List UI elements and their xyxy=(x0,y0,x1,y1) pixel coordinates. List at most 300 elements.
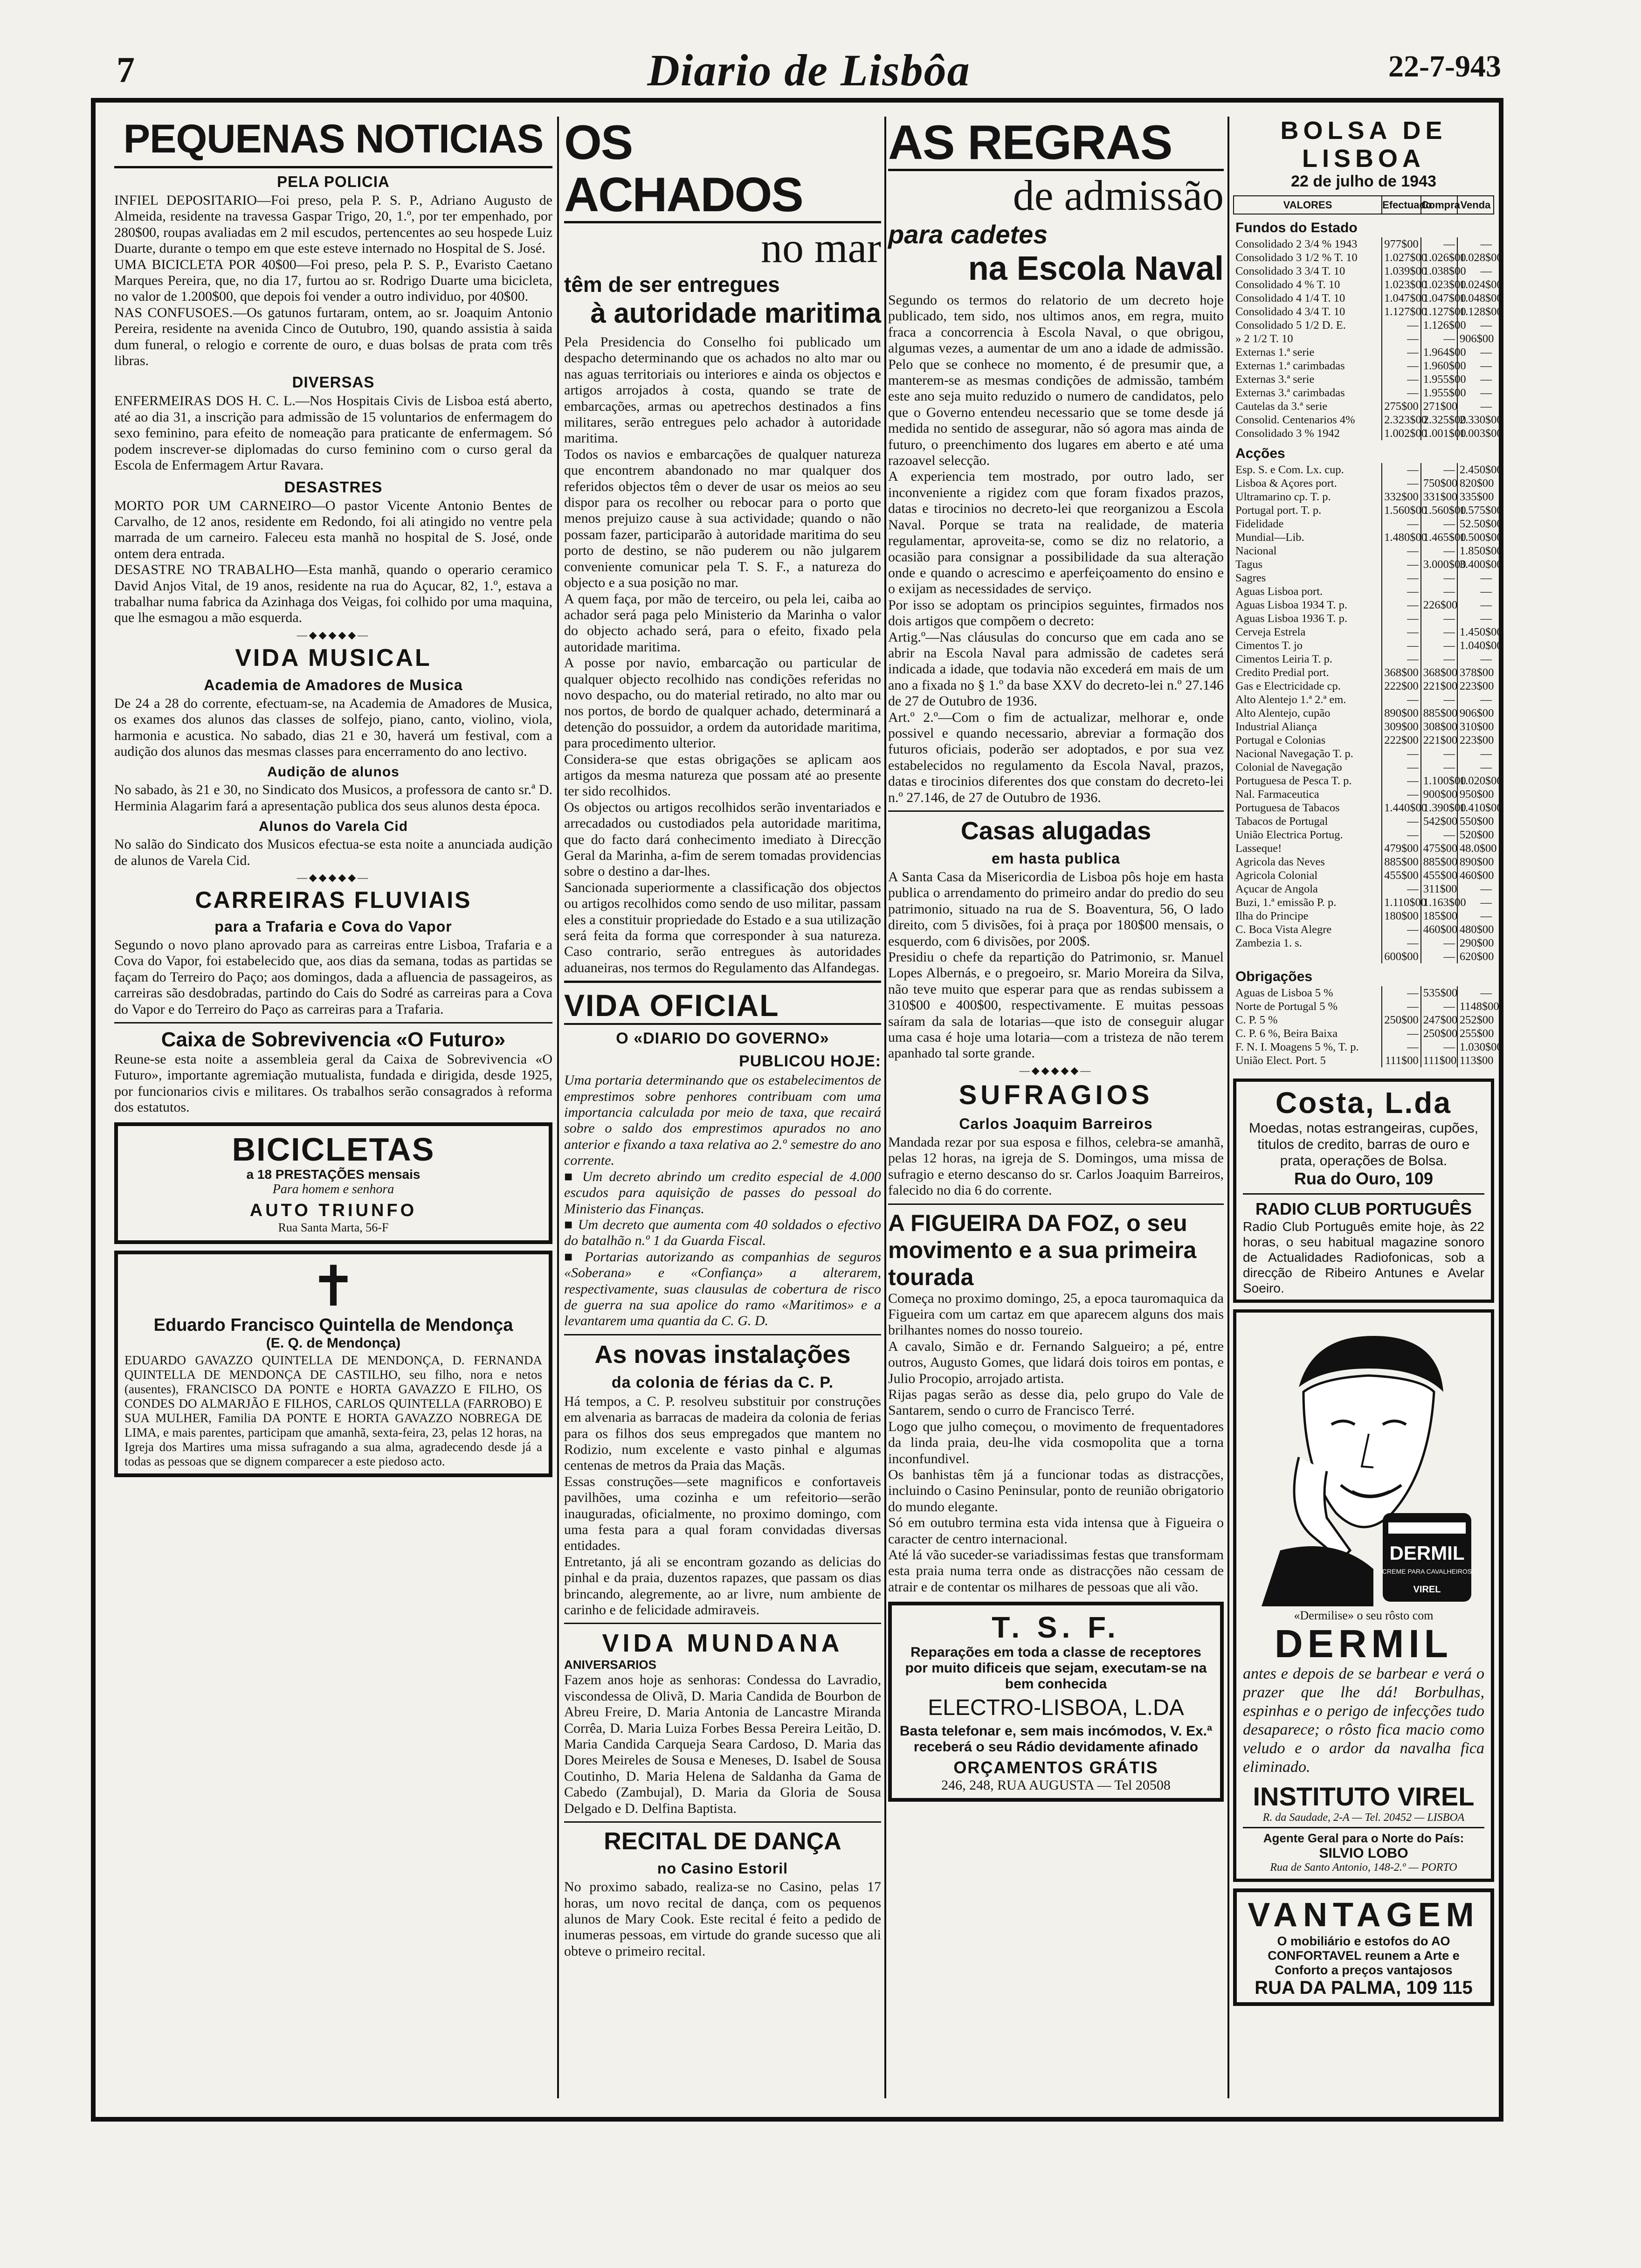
stock-name: Portugal port. T. p. xyxy=(1235,504,1322,517)
stock-value: 335$00 xyxy=(1457,490,1494,504)
stock-value: 885$00 xyxy=(1421,706,1457,720)
stock-value: 1.480$00 xyxy=(1382,531,1421,544)
dermil-maker-address: R. da Saudade, 2-A — Tel. 20452 — LISBOA xyxy=(1243,1812,1484,1828)
stock-row xyxy=(1234,842,1494,855)
stock-row xyxy=(1234,1040,1494,1054)
dermil-agent: SILVIO LOBO xyxy=(1319,1846,1408,1861)
column-rule xyxy=(557,117,559,2098)
stock-name: Aguas de Lisboa 5 % xyxy=(1235,987,1333,999)
stock-value: — xyxy=(1421,693,1457,706)
stock-value: — xyxy=(1421,761,1457,774)
stock-value: 1.500$00 xyxy=(1457,531,1494,544)
stock-row xyxy=(1234,1000,1494,1013)
stock-value: 222$00 xyxy=(1382,679,1421,693)
stock-value: 1.030$00 xyxy=(1457,1040,1494,1054)
stock-value: 52.50$00 xyxy=(1457,517,1494,531)
stock-name: C. P. 5 % xyxy=(1235,1014,1278,1026)
dermil-tagline: «Dermilise» o seu rôsto com xyxy=(1294,1609,1434,1622)
stock-row xyxy=(1234,346,1494,359)
stock-value: — xyxy=(1457,386,1494,400)
dermil-brand: DERMIL xyxy=(1275,1622,1453,1666)
divider xyxy=(564,1334,881,1335)
stock-name: C. Boca Vista Alegre xyxy=(1235,923,1332,936)
stock-value: 885$00 xyxy=(1421,855,1457,869)
divider xyxy=(564,981,881,983)
stock-value: — xyxy=(1421,625,1457,639)
vida-oficial-title: VIDA OFICIAL xyxy=(564,988,881,1025)
stock-value: 1.964$00 xyxy=(1421,346,1457,359)
stock-value: 1.128$00 xyxy=(1457,305,1494,318)
stock-name: Fidelidade xyxy=(1235,518,1284,530)
stock-name: Buzi, 1.ª emissão P. p. xyxy=(1235,896,1337,909)
stock-row xyxy=(1234,625,1494,639)
stock-name: Nacional xyxy=(1235,545,1277,557)
news-item: Reune-se esta noite a assembleia geral da Caixa de Sobrevivencia «O Futuro», importante agremiação mutualista, fundada e dirigida, desde 1925, por funcionarios civis e militares. Os trabalhos serão consagrados à reforma dos estatutos. xyxy=(114,1051,552,1115)
stock-value: 252$00 xyxy=(1457,1013,1494,1027)
stock-value: — xyxy=(1382,652,1421,666)
stock-value: 1.001$00 xyxy=(1421,427,1457,440)
stock-row xyxy=(1234,504,1494,517)
ad-vantagem-text: O mobiliário e estofos do AO CONFORTAVEL reunem a Arte e Conforto a preços vantajosos xyxy=(1268,1934,1460,1977)
stock-value: 310$00 xyxy=(1457,720,1494,733)
stock-value: 890$00 xyxy=(1382,706,1421,720)
stock-name: Portuguesa de Pesca T. p. xyxy=(1235,774,1352,787)
stock-value: 542$00 xyxy=(1421,815,1457,828)
stock-section-row xyxy=(1234,214,1494,237)
recital-sub: no Casino Estoril xyxy=(657,1860,788,1877)
article-paragraph: Presidiu o chefe da repartição do Patrimonio, sr. Manuel Lopes Albernás, e o pregoeiro, sr. Mario Moreira da Silva, não teve muito que esperar para que as rendas subissem a 310$00 e 400$00, respectivamente. E muitas pessoas saíram da sala de lotarias—que isto de conseguir alugar uma casa é hoje uma lotaria—com a tristeza de não terem apanhado tal sorte grande. xyxy=(888,949,1224,1061)
sufragios-title: SUFRAGIOS xyxy=(958,1079,1153,1110)
stock-row xyxy=(1234,801,1494,815)
stock-name: » 2 1/2 T. 10 xyxy=(1235,332,1293,345)
stock-value: 368$00 xyxy=(1421,666,1457,679)
stock-row xyxy=(1234,1013,1494,1027)
stock-name: Ultramarino cp. T. p. xyxy=(1235,491,1331,503)
stock-row xyxy=(1234,291,1494,305)
stock-value: — xyxy=(1457,237,1494,251)
jar-label: DERMIL xyxy=(1389,1542,1465,1564)
bullet-icon: ■ xyxy=(564,1217,578,1232)
stock-value: 1.127$00 xyxy=(1382,305,1421,318)
stock-value: — xyxy=(1457,598,1494,612)
news-item: No salão do Sindicato dos Musicos efectua-se esta noite a anunciada audição de alunos de Varela Cid. xyxy=(114,837,552,868)
stock-name: Consolidado 3 1/2 % T. 10 xyxy=(1235,251,1358,264)
stock-value: — xyxy=(1457,747,1494,761)
article-paragraph: Todos os navios e embarcações de qualquer natureza que encontrem abandonado no mar qualquer dos referidos objectos têm o dever de usar os meios ao seu dispor para os recolher ou rebocar para o porto que menos prejuizo cause à sua actividade; quando o não possam fazer, participarão à autoridade maritima do seu porto de destino, se não puderem ou não julgarem conveniente comunicar pela T. S. F., a natureza do objecto e a sua posição no mar. xyxy=(564,446,881,591)
stock-value: — xyxy=(1382,923,1421,936)
stock-row xyxy=(1234,855,1494,869)
stock-name: Consolidado 2 3/4 % 1943 xyxy=(1235,238,1358,250)
ornament-divider: —◆◆◆◆◆— xyxy=(296,871,370,883)
vida-mundana-sub: ANIVERSARIOS xyxy=(564,1658,656,1672)
stock-value: — xyxy=(1382,774,1421,788)
stock-value: 1.026$00 xyxy=(1421,251,1457,264)
stock-value: — xyxy=(1382,761,1421,774)
stock-section-row xyxy=(1234,963,1494,986)
stock-row xyxy=(1234,639,1494,652)
stock-value: — xyxy=(1382,815,1421,828)
stock-value: — xyxy=(1457,318,1494,332)
stock-value: — xyxy=(1421,652,1457,666)
divider xyxy=(888,810,1224,812)
subhead-desastres: DESASTRES xyxy=(284,478,383,496)
stock-name: Lasseque! xyxy=(1235,842,1282,855)
article-paragraph: Segundo os termos do relatorio de um decreto hoje publicado, tem sido, nos ultimos anos, em regra, muito fraca a concorrencia à Escola Naval, o que obrigou, algumas vezes, a aumentar de um ano a idade de admissão. Pelo que se conhece no momento, é de presumir que, a manterem-se as mesmas condições de admissão, também este ano seja muito reduzido o numero de candidatos, pelo que o Governo entendeu necessario que se tome desde já medida no sentido de assegurar, não só agora mas ainda de futuro, o preenchimento dos lugares em aberto e até uma razoavel selecção. xyxy=(888,292,1224,469)
article-paragraph: Logo que julho começou, o movimento de frequentadores da linda praia, deu-lhe vida cosmopolita que a torna inconfundivel. xyxy=(888,1418,1224,1466)
stock-value: 620$00 xyxy=(1457,950,1494,963)
stock-section-name: Fundos do Estado xyxy=(1235,220,1358,235)
stock-value: 1.163$00 xyxy=(1421,896,1457,909)
stock-value: 368$00 xyxy=(1382,666,1421,679)
stock-value: 1.048$00 xyxy=(1457,291,1494,305)
news-item: De 24 a 28 do corrente, efectuam-se, na Academia de Amadores de Musica, os exames dos alunos das classes de solfejo, piano, canto, violino, viola, harmonia e acustica. No sabado, dias 21 e 30, haverá um festival, com a audição dos alunos das mesmas classes para encerramento do ano lectivo. xyxy=(114,695,552,759)
ad-dermil xyxy=(1233,1309,1494,1882)
stock-value: 1.410$00 xyxy=(1457,801,1494,815)
divider xyxy=(888,1203,1224,1205)
stock-row xyxy=(1234,923,1494,936)
stock-name: Agricola das Neves xyxy=(1235,856,1325,868)
stock-name: Tabacos de Portugal xyxy=(1235,815,1328,828)
stock-table xyxy=(1233,195,1503,1067)
stock-value: 479$00 xyxy=(1382,842,1421,855)
stock-name: F. N. I. Moagens 5 %, T. p. xyxy=(1235,1041,1359,1053)
stock-row xyxy=(1234,950,1494,963)
stock-row xyxy=(1234,386,1494,400)
stock-name: Consolid. Centenarios 4% xyxy=(1235,414,1355,426)
stock-name: Aguas Lisboa port. xyxy=(1235,585,1323,598)
stock-value: 1.028$00 xyxy=(1457,251,1494,264)
stock-value: 1.100$00 xyxy=(1421,774,1457,788)
stock-value: — xyxy=(1421,639,1457,652)
ad-costa-title: Costa, L.da xyxy=(1276,1086,1452,1120)
stock-value: — xyxy=(1382,747,1421,761)
stock-name: Industrial Aliança xyxy=(1235,720,1317,733)
stock-name: Agricola Colonial xyxy=(1235,869,1318,882)
stock-row xyxy=(1234,1027,1494,1040)
stock-value: — xyxy=(1382,463,1421,477)
stock-value: 3.400$00 xyxy=(1457,558,1494,571)
stock-value: 460$00 xyxy=(1457,869,1494,882)
stock-value: — xyxy=(1421,517,1457,531)
masthead xyxy=(117,44,1501,96)
stock-value: — xyxy=(1382,477,1421,490)
stock-value: 1.850$00 xyxy=(1457,544,1494,558)
stock-row xyxy=(1234,571,1494,585)
stock-value: — xyxy=(1421,544,1457,558)
stock-value: 226$00 xyxy=(1421,598,1457,612)
news-item: ENFERMEIRAS DOS H. C. L.—Nos Hospitais Civis de Lisboa está aberto, até ao dia 31, a inscrição para admissão de 15 voluntarios de enfermagem do sexo feminino, para efeito de nomeação para praticante de enfermagem. Só podem inscrever-se diplomadas do curso feminino com o curso geral da Escola de Enfermagem Artur Ravara. xyxy=(114,393,552,473)
ad-tsf-line: Reparações em toda a classe de receptores por muito dificeis que sejam, executam-se na bem conhecida xyxy=(905,1645,1207,1692)
stock-value: 1.955$00 xyxy=(1421,386,1457,400)
vida-oficial-item: Portarias autorizando as companhias de seguros «Soberana» e «Confiança» a alterarem, respectivamente, suas clausulas de cobertura de risco de guerra na sua apolice do ramo «Maritimos» e a levantarem uma quantia da C. G. D. xyxy=(564,1249,882,1329)
ad-bicicletas-line: Para homem e senhora xyxy=(272,1182,394,1196)
recital-title: RECITAL DE DANÇA xyxy=(604,1828,841,1855)
stock-value: 275$00 xyxy=(1382,400,1421,413)
stock-value: 600$00 xyxy=(1382,950,1421,963)
stock-name: Credito Predial port. xyxy=(1235,666,1329,679)
column-header: Venda xyxy=(1457,196,1494,214)
stock-value: 520$00 xyxy=(1457,828,1494,842)
stock-value: 900$00 xyxy=(1421,788,1457,801)
stock-row xyxy=(1234,869,1494,882)
stock-value: 1.040$00 xyxy=(1457,639,1494,652)
article-subtitle: no mar xyxy=(760,224,881,271)
stock-row xyxy=(1234,477,1494,490)
stock-name: Externas 1.ª serie xyxy=(1235,346,1315,359)
stock-row xyxy=(1234,774,1494,788)
article-deck: na Escola Naval xyxy=(968,250,1224,287)
stock-name: Aguas Lisboa 1934 T. p. xyxy=(1235,599,1347,611)
article-paragraph: Há tempos, a C. P. resolveu substituir por construções em alvenaria as barracas de madeira da colonia de ferias para os filhos dos seus empregados que mantem no Rodizio, num excelente e vasto pinhal e algumas centenas de metros da Praia das Maçãs. xyxy=(564,1393,881,1473)
stock-name: Portuguesa de Tabacos xyxy=(1235,802,1340,814)
stock-name: Mundial—Lib. xyxy=(1235,531,1304,544)
stock-value: 113$00 xyxy=(1457,1054,1494,1067)
stock-value: — xyxy=(1421,612,1457,625)
stock-value: 221$00 xyxy=(1421,679,1457,693)
ad-bicicletas-address: Rua Santa Marta, 56-F xyxy=(278,1220,389,1234)
stock-value: — xyxy=(1421,571,1457,585)
stock-row xyxy=(1234,544,1494,558)
stock-name: Cautelas da 3.ª serie xyxy=(1235,400,1328,413)
sufragios-text: Mandada rezar por sua esposa e filhos, celebra-se amanhã, pelas 12 horas, na igreja de S. Domingos, uma missa de sufragio e eterno descanso do sr. Carlos Joaquim Barreiros, falecido no dia 6 do corrente. xyxy=(888,1134,1224,1198)
article-paragraph: Até lá vão suceder-se variadissimas festas que transformam esta praia numa terra onde as distracções não cessam de atrair e de contentar os milhares de pessoas que ali vão. xyxy=(888,1547,1224,1595)
radio-title: RADIO CLUB PORTUGUÊS xyxy=(1255,1199,1472,1218)
dermil-maker: INSTITUTO VIREL xyxy=(1253,1782,1475,1811)
column-os-achados xyxy=(564,117,881,2105)
issue-date: 22-7-943 xyxy=(1388,49,1501,83)
stock-name: Cerveja Estrela xyxy=(1235,626,1306,638)
stock-value: — xyxy=(1382,986,1421,1000)
stock-name: Sagres xyxy=(1235,572,1266,584)
ad-costa xyxy=(1233,1079,1494,1303)
stock-name: Nacional Navegação T. p. xyxy=(1235,747,1353,760)
stock-name: Lisboa & Açores port. xyxy=(1235,477,1337,490)
ad-bicicletas xyxy=(114,1122,552,1244)
article-paragraph: A quem faça, por mão de terceiro, ou pela lei, caiba ao achador será paga pelo Ministerio da Marinha o valor do objecto achado será, para o efeito, fixado pela autoridade maritima. xyxy=(564,591,881,655)
stock-row xyxy=(1234,400,1494,413)
article-deck: têm de ser entregues xyxy=(564,272,780,297)
stock-value: 480$00 xyxy=(1457,923,1494,936)
stock-value: — xyxy=(1421,237,1457,251)
stock-value: — xyxy=(1382,346,1421,359)
stock-table-body xyxy=(1234,214,1503,1067)
dermil-agent-head: Agente Geral para o Norte do País: xyxy=(1263,1831,1464,1845)
stock-value: 1.127$00 xyxy=(1421,305,1457,318)
page-number: 7 xyxy=(117,49,135,90)
stock-row xyxy=(1234,517,1494,531)
article-paragraph: Essas construções—sete magnificos e confortaveis pavilhões, uma cozinha e um refeitorio—serão inauguradas, oficialmente, no proximo domingo, com uma festa para a qual foram convidadas diversas entidades. xyxy=(564,1473,881,1554)
stock-row xyxy=(1234,1054,1494,1067)
stock-value: 222$00 xyxy=(1382,733,1421,747)
article-deck: para cadetes xyxy=(888,220,1048,249)
stock-value: 290$00 xyxy=(1457,936,1494,950)
vida-oficial-item: Um decreto que aumenta com 40 soldados o efectivo do batalhão n.º 1 da Guarda Fiscal. xyxy=(564,1217,881,1249)
stock-value: — xyxy=(1421,585,1457,598)
stock-value: — xyxy=(1457,400,1494,413)
column-bolsa xyxy=(1233,117,1503,2105)
stock-value: 1.047$00 xyxy=(1382,291,1421,305)
stock-value: 271$00 xyxy=(1421,400,1457,413)
bullet-icon: ■ xyxy=(564,1249,585,1265)
column-header: Efectuado xyxy=(1382,196,1421,214)
stock-row xyxy=(1234,264,1494,278)
stock-row xyxy=(1234,882,1494,896)
stock-value: 1.126$00 xyxy=(1421,318,1457,332)
stock-value: — xyxy=(1382,788,1421,801)
stock-value: — xyxy=(1457,909,1494,923)
caixa-title: Caixa de Sobrevivencia «O Futuro» xyxy=(161,1028,506,1051)
stock-value: 1.024$00 xyxy=(1457,278,1494,291)
stock-value: — xyxy=(1457,761,1494,774)
article-paragraph: Os objectos ou artigos recolhidos serão inventariados e arrecadados ou custodiados pela autoridade maritima, que do facto dará conhecimento imediato à Direcção Geral da Marinha, a-fim de serem tomadas providencias sobre o destino a dar-lhes. xyxy=(564,799,881,879)
news-item: No sabado, às 21 e 30, no Sindicato dos Musicos, a professora de canto sr.ª D. Herminia Alagarim fará a apresentação publica dos seus alunos desta época. xyxy=(114,782,552,814)
divider xyxy=(564,1821,881,1823)
stock-value: — xyxy=(1382,517,1421,531)
stock-value: 111$00 xyxy=(1382,1054,1421,1067)
article-paragraph: Só em outubro termina esta vida intensa que à Figueira o caracter de centro internacional. xyxy=(888,1515,1224,1547)
casas-title: Casas alugadas xyxy=(960,817,1151,845)
stock-value: — xyxy=(1457,882,1494,896)
stock-value: 1.023$00 xyxy=(1382,278,1421,291)
ad-tsf-line: Basta telefonar e, sem mais incómodos, V. Ex.ª receberá o seu Rádio devidamente afinado xyxy=(899,1723,1213,1755)
stock-value: — xyxy=(1382,318,1421,332)
column-header: VALORES xyxy=(1234,196,1382,214)
vida-musical-sub: Alunos do Varela Cid xyxy=(258,819,408,835)
stock-value: 1.450$00 xyxy=(1457,625,1494,639)
stock-value: 1.003$00 xyxy=(1457,427,1494,440)
stock-row xyxy=(1234,490,1494,504)
cross-icon: ✝ xyxy=(310,1255,357,1318)
stock-section-name: Obrigações xyxy=(1235,969,1313,984)
stock-value: — xyxy=(1421,828,1457,842)
figueira-title: A FIGUEIRA DA FOZ, o seu movimento e a sua primeira tourada xyxy=(888,1210,1197,1290)
ad-tsf-brand: ELECTRO-LISBOA, L.DA xyxy=(928,1695,1184,1721)
stock-value: — xyxy=(1421,1040,1457,1054)
ad-costa-address: Rua do Ouro, 109 xyxy=(1294,1169,1434,1188)
article-paragraph: Considera-se que estas obrigações se aplicam aos artigos da mesma natureza que possam até ao presente ter sido recolhidos. xyxy=(564,751,881,799)
bolsa-title: BOLSA DE LISBOA xyxy=(1280,117,1447,173)
stock-value: — xyxy=(1457,693,1494,706)
stock-row xyxy=(1234,413,1494,427)
stock-value: 2.323$00 xyxy=(1382,413,1421,427)
stock-value: 2.450$00 xyxy=(1457,463,1494,477)
stock-row xyxy=(1234,373,1494,386)
stock-header-row xyxy=(1234,196,1494,214)
stock-value: 1.047$00 xyxy=(1421,291,1457,305)
man-shaving-illustration xyxy=(1243,1317,1485,1606)
stock-value: 1.465$00 xyxy=(1421,531,1457,544)
stock-value: — xyxy=(1457,585,1494,598)
stock-name: Consolidado 4 % T. 10 xyxy=(1235,278,1340,291)
stock-name: Consolidado 3 3/4 T. 10 xyxy=(1235,265,1345,277)
stock-value: — xyxy=(1382,544,1421,558)
vida-oficial-sub: O «DIARIO DO GOVERNO» xyxy=(616,1030,829,1048)
jar-maker-label: VIREL xyxy=(1413,1584,1441,1595)
stock-value: — xyxy=(1457,571,1494,585)
stock-value: 1.038$00 xyxy=(1421,264,1457,278)
stock-value: — xyxy=(1382,373,1421,386)
stock-row xyxy=(1234,679,1494,693)
obituary-text: EDUARDO GAVAZZO QUINTELLA DE MENDONÇA, D. FERNANDA QUINTELLA DE MENDONÇA DE CASTILHO, seu filho, nora e netos (ausentes), FRANCISCO DA PONTE e HORTA GAVAZZO E FILHO, OS CONDES DO ALMARJÃO E FILHOS, CARLOS QUINTELLA (FARROBO) E SUA MULHER, Familia DA PONTE E HORTA GAVAZZO NOBREGA DE LIMA, e mais parentes, participam que amanhã, sexta-feira, 23, pelas 12 horas, na Igreja dos Martires uma missa sufragando a sua alma, agradecendo desde já a todas as pessoas que se dignem comparecer a este piedoso acto. xyxy=(124,1353,542,1468)
novas-sub: da colonia de férias da C. P. xyxy=(611,1373,834,1391)
article-paragraph: Começa no proximo domingo, 25, a epoca tauromaquica da Figueira com um cartaz em que aparecem alguns dos mais brilhantes nomes do nosso toureio. xyxy=(888,1290,1224,1338)
stock-name: Zambezia 1. s. xyxy=(1235,937,1302,949)
article-paragraph: A experiencia tem mostrado, por outro lado, ser inconveniente a rigidez com que foram fixados prazos, datas e tirocinios no decreto-lei que reorganizou a Escola Naval. Porque se trata na realidade, de materia regulamentar, aproveita-se, como se diz no relatorio, a ocasião para consignar a possibilidade da sua alteração onde e quando o acrescimo e aperfeiçoamento do ensino e o exijam as necessidades de serviço. xyxy=(888,469,1224,597)
stock-value: 1.575$00 xyxy=(1457,504,1494,517)
sufragios-sub: Carlos Joaquim Barreiros xyxy=(959,1115,1153,1132)
stock-value: 308$00 xyxy=(1421,720,1457,733)
stock-value: 550$00 xyxy=(1457,815,1494,828)
stock-row xyxy=(1234,828,1494,842)
stock-value: 1.390$00 xyxy=(1421,801,1457,815)
stock-value: — xyxy=(1382,1040,1421,1054)
stock-value: 2.330$00 xyxy=(1457,413,1494,427)
stock-value: 455$00 xyxy=(1382,869,1421,882)
section-title: PEQUENAS NOTICIAS xyxy=(114,117,552,168)
stock-row xyxy=(1234,720,1494,733)
ad-vantagem xyxy=(1233,1888,1494,2006)
bolsa-date: 22 de julho de 1943 xyxy=(1291,173,1436,190)
stock-section-row xyxy=(1234,440,1494,463)
news-item: MORTO POR UM CARNEIRO—O pastor Vicente Antonio Bentes de Carvalho, de 12 anos, residente em Redondo, foi ali atingido no ventre pela marrada de um carneiro. Faleceu esta manhã no hospital de S. José, onde ontem dera entrada. xyxy=(114,498,552,561)
stock-value: — xyxy=(1457,896,1494,909)
stock-value: 1.039$00 xyxy=(1382,264,1421,278)
newspaper-title: Diario de Lisbôa xyxy=(647,45,971,95)
article-paragraph: Os banhistas têm já a funcionar todas as distracções, incluindo o Casino Peninsular, ponto de reunião obrigatorio do mundo elegante. xyxy=(888,1466,1224,1514)
stock-value: 2.325$00 xyxy=(1421,413,1457,427)
stock-value: — xyxy=(1421,747,1457,761)
novas-title: As novas instalações xyxy=(594,1340,851,1369)
stock-value: 1.955$00 xyxy=(1421,373,1457,386)
stock-value: 250$00 xyxy=(1382,1013,1421,1027)
radio-text: Radio Club Português emite hoje, às 22 horas, o seu habitual magazine sonoro de Actualidades Radiofonicas, sob a direcção de Ribeiro Antunes e Avelar Soeiro. xyxy=(1243,1219,1484,1295)
stock-row xyxy=(1234,652,1494,666)
stock-value: 1.560$00 xyxy=(1382,504,1421,517)
vida-mundana-text: Fazem anos hoje as senhoras: Condessa do Lavradio, viscondessa de Olivã, D. Maria Candida de Bourbon de Abreu Freire, D. Maria Antonia de Lancastre Miranda Corrêa, D. Maria Luiza Forbes Bessa Pereira Leitão, D. Maria Candida Carqueja Seara Cardoso, D. Maria das Dores Meireles de Sousa e Meneses, D. Isabel de Sousa Coutinho, D. Maria Helena de Saldanha da Gama de Cabedo (Zambujal), D. Maria da Gloria de Sousa Delgado e D. Delfina Baptista. xyxy=(564,1672,881,1816)
dermil-agent-address: Rua de Santo Antonio, 148-2.º — PORTO xyxy=(1270,1861,1457,1874)
carreiras-sub: para a Trafaria e Cova do Vapor xyxy=(214,918,452,935)
divider xyxy=(564,1623,881,1624)
stock-value: 332$00 xyxy=(1382,490,1421,504)
carreiras-title: CARREIRAS FLUVIAIS xyxy=(195,887,472,913)
stock-name: Consolidado 5 1/2 D. E. xyxy=(1235,319,1346,332)
stock-row xyxy=(1234,612,1494,625)
article-paragraph: Art.º 2.º—Com o fim de actualizar, melhorar e, onde possivel e quando necessario, abreviar a formação dos futuros oficiais, poderão ser adoptados, e por sua vez estabelecidos no regulamento da Escola Naval, prazos, datas e tirocinios diferentes dos que constam do decreto-lei n.º 27.146, de 27 de Outubro de 1936. xyxy=(888,709,1224,805)
stock-value: 820$00 xyxy=(1457,477,1494,490)
stock-name: C. P. 6 %, Beira Baixa xyxy=(1235,1027,1338,1040)
stock-row xyxy=(1234,558,1494,571)
stock-value: 221$00 xyxy=(1421,733,1457,747)
vida-oficial-sub: PUBLICOU HOJE: xyxy=(739,1052,881,1071)
obituary-name: Eduardo Francisco Quintella de Mendonça xyxy=(153,1315,513,1335)
stock-row xyxy=(1234,896,1494,909)
stock-row xyxy=(1234,237,1494,251)
stock-row xyxy=(1234,693,1494,706)
ad-bicicletas-brand: AUTO TRIUNFO xyxy=(249,1200,417,1220)
stock-value: 1.440$00 xyxy=(1382,801,1421,815)
news-item: NAS CONFUSOES.—Os gatunos furtaram, ontem, ao sr. Joaquim Antonio Pereira, residente na avenida Cinco de Outubro, 190, quando assistia à saida dum funeral, o relogio e corrente de ouro, e duas bolsas de prata com três libras. xyxy=(114,304,552,369)
ornament-divider: —◆◆◆◆◆— xyxy=(1019,1064,1093,1076)
stock-row xyxy=(1234,936,1494,950)
article-paragraph: Rijas pagas serão as desse dia, pelo grupo do Vale de Santarem, sendo o curro de Francisco Terré. xyxy=(888,1386,1224,1418)
stock-value: — xyxy=(1382,332,1421,346)
stock-value: 1.020$00 xyxy=(1457,774,1494,788)
stock-name xyxy=(1234,950,1382,963)
stock-value: 1148$00 xyxy=(1457,1000,1494,1013)
stock-value: — xyxy=(1457,612,1494,625)
vida-musical-sub: Academia de Amadores de Musica xyxy=(204,676,463,693)
stock-row xyxy=(1234,251,1494,264)
